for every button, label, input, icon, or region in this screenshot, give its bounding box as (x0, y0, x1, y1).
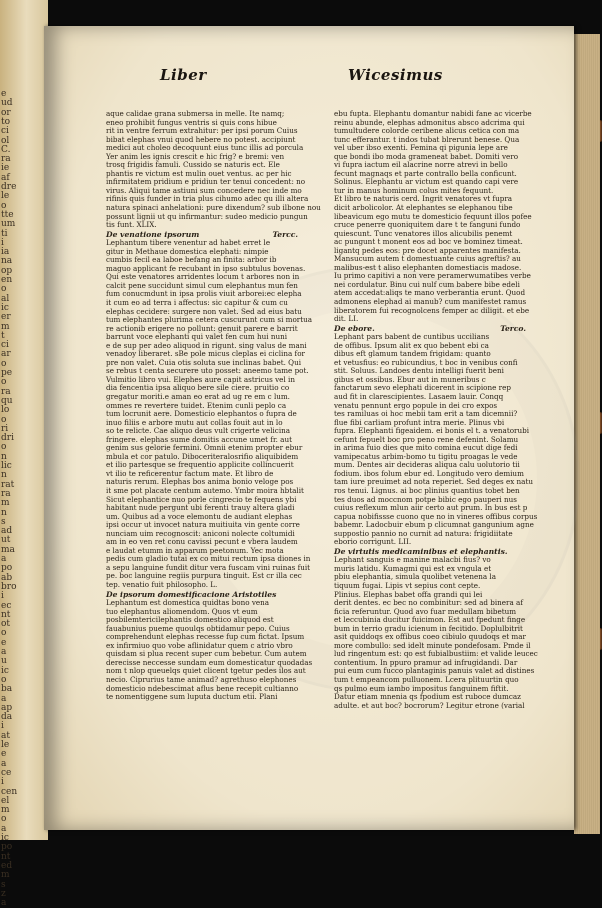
text-line: libeavicum ego mutu te domesticio fequunt illos pofee (334, 211, 532, 221)
text-line: quisdam si plua recent super cum bebetur. Cum autem (106, 649, 307, 659)
previous-page-fragment: rat (1, 479, 15, 490)
previous-page-fragment: z (1, 888, 6, 899)
previous-page-fragment: m (1, 870, 10, 881)
previous-page-fragment: ri (1, 423, 9, 434)
text-line: fum conucmdunt in ipsa prolis viuit arborei:ec elepha (106, 289, 302, 299)
text-line: liberatorem fui recognolcens femper ac diligit. et ebe (334, 305, 530, 315)
previous-page-fragment: a (1, 554, 7, 564)
text-line: tep. venatio fuit philosopho. L. (106, 580, 218, 590)
text-line: et ilio partesque se frequentio applicite collincuerit (106, 460, 294, 470)
previous-page-fragment: ic (1, 665, 9, 676)
previous-page-fragment: n (1, 507, 7, 518)
text-line: nei cordulatur. Binu cui nulf cum babere bibe edeli (334, 279, 520, 289)
previous-page-fragment: op (1, 265, 13, 276)
text-line: it sme pot placate centum autemo. Ymbr moira hbtalit (106, 486, 304, 496)
previous-page-fragment: C. (1, 144, 11, 155)
previous-page-fragment: ab (1, 572, 13, 583)
text-line: Lephant pars babent de cuntibus uccilians (334, 332, 490, 342)
text-line: pui eum cum fucco plantaginis panuis valet ad distines (334, 666, 535, 676)
text-line: se rebus t centa securere uto posset: aneemo tame pot. (106, 366, 309, 376)
previous-page-fragment: ce (1, 767, 12, 778)
previous-page-fragment: i (1, 591, 4, 602)
previous-page-edge (0, 0, 48, 908)
text-line: tum locrunit aere. Domesticio elephantos o fupra de (106, 409, 297, 419)
previous-page-fragment: ut (1, 535, 11, 546)
previous-page-fragment: al (1, 293, 10, 304)
previous-page-fragment: ie (1, 163, 10, 174)
previous-page-fragment: lo (1, 405, 10, 416)
previous-page-fragment: po (1, 842, 13, 853)
text-line: venatu pennunt ergo popule in dei cro expos (334, 400, 498, 410)
text-line: que bondi ibo moda grameneat babet. Domiti vero (334, 151, 519, 161)
text-line: ac pungunt t monent eos ad boc ve bominez timeat. (334, 237, 523, 247)
previous-page-fragment: nt (1, 609, 11, 620)
text-line: suppostio pannio no curnit ad natura: frigidiitate (334, 528, 513, 538)
text-line: tuo elephantus aliomendom. Quos vt eum (106, 606, 258, 616)
previous-page-fragment: e (1, 89, 7, 99)
text-line: lud ringentum est: qo est fubialbustiim: et valide leucec (334, 649, 538, 659)
text-line: mbula et cor patulo. Diboceriteralosrifio aliquibidem (106, 451, 299, 461)
previous-page-fragment: na (1, 256, 13, 267)
text-line: calcit pene succidunt simul cum elephantus mun fen (106, 280, 298, 290)
previous-page-fragment: pe (1, 368, 13, 378)
text-line: tunc efferantur. t indos tubat blrerunt benese. Qua (334, 134, 520, 144)
previous-page-fragment: ot (1, 619, 11, 630)
previous-page-fragment: bro (1, 581, 17, 592)
text-line: re actionib erigere no pollunt: genuit parere e barrit (106, 323, 298, 333)
text-line: muris latidu. Kumagmi qui est ex vngula et (334, 563, 492, 573)
text-line: tiquum fugai. Lipis vt sepius cont cepte. (334, 580, 481, 590)
previous-page-fragment: af (1, 172, 10, 183)
text-line: inuo filiis e arbore mutu aut collas fouit aut in lo (106, 417, 283, 427)
text-line: gibus et ossibus. Ebur aut in muneribus c (334, 374, 486, 384)
text-line: Sicut elephantice nuo porle cingrecio te fequens ybi (106, 494, 297, 504)
text-line: infirmitatem pridium e pridiun ter tenui concedent: no (106, 177, 306, 187)
previous-page-fragment: qu (1, 395, 13, 406)
section-heading: De virtutis medicaminibus et elephantis. (334, 546, 508, 556)
text-line: eneo prohibit fungus ventris si quis cons hibue (106, 117, 277, 127)
text-line: maguo applicant fe recubant in ipso subtulus bovenas. (106, 263, 306, 273)
text-line: more combullo: sed idelt minute pondefosam. Pmde il (334, 640, 531, 650)
text-line: gregatur moriti.e aman eo erat ad ug re em c lum. (106, 392, 290, 401)
previous-page-fragment: m (1, 805, 10, 816)
text-line: um. Quibus ad a voce elemontu de audiant elephas (106, 511, 293, 521)
text-line: posbilemtericilephantis domestico aliquod est (106, 615, 274, 625)
previous-page-fragment: le (1, 740, 10, 750)
text-line: tes ramiluas oi hoc mebii tam erit a tam dicemnii? (334, 409, 518, 419)
text-line: et vetusfius: eo rubicundius, t boc in venibus confi (334, 357, 518, 367)
previous-page-fragment: ra (1, 154, 11, 165)
previous-page-fragment: lic (1, 461, 12, 471)
text-line: tumultudere colorde ceribene alicus cetica con ma (334, 126, 520, 136)
previous-page-fragment: o (1, 377, 7, 388)
previous-page-fragment: i (1, 237, 4, 248)
text-line: vamipecatus arbim-bomo tu tigitu proagas le vede (334, 451, 518, 461)
previous-page-fragment: o (1, 200, 7, 211)
previous-page-fragment: to (1, 116, 11, 127)
text-line: fodium. ibos folum ebur ed. Longitudo vero demium (334, 468, 524, 478)
previous-page-fragment: ra (1, 488, 11, 499)
text-line: qs pulmo eum iambo impositus fanguinem fiftit. (334, 683, 509, 693)
text-line: phantis re victum est mulin ouet ventus. ac per hic (106, 168, 292, 178)
text-line: dit. LI. (334, 314, 359, 324)
text-line: elephas cecidere: surgere non valet. Sed ad eius batu (106, 306, 302, 316)
text-line: Yer anim les ignis crescit e hic frig? e bremi: ven (106, 151, 285, 161)
text-line: virus. Aliqui tame astiuni sum concedere nec inde mo (106, 185, 302, 195)
previous-page-fragment: a (1, 693, 7, 704)
previous-page-fragment: ic (1, 833, 9, 843)
previous-page-fragment: er (1, 312, 11, 323)
running-head-right: Wicesimus (348, 66, 443, 84)
previous-page-fragment: dri (1, 433, 14, 444)
text-line: contentium. In ppuro pramur ad infrugidandi. Dar (334, 657, 518, 667)
previous-page-fragment: o (1, 358, 7, 369)
section-heading: De venatione ipsorum Tercc. (106, 229, 298, 239)
text-line: am in eo ven ret conu cavissi pecunt e vbera laudem (106, 537, 298, 547)
previous-page-fragment: en (1, 275, 13, 285)
text-line: Mansucum autem t domestuante cuius agreftis? au (334, 254, 521, 264)
text-line: comprehendunt elephas recesse fup cum fictat. Ipsum (106, 632, 305, 642)
text-line: malibus-est t aliso elephanten domestiacis madose. (334, 262, 522, 272)
previous-page-fragment: o (1, 414, 7, 425)
text-line: babemr. Ladocbuir ebum p clicumnat gangunium agne (334, 520, 534, 530)
text-line: it cum eo ad terra i affectus: sic capitur & cum cu (106, 297, 288, 307)
text-line: tam iure preuimet ad nota reperiet. Sed deges ex natu (334, 477, 533, 487)
previous-page-fragment: n (1, 451, 7, 462)
text-line: de offibus. Ipsum alit ex quo bebent ebi ca (334, 340, 489, 350)
previous-page-fragment: cen (1, 786, 18, 797)
text-line: Iu primo capitivi a non vere peramerwumatibes verbe (334, 271, 531, 281)
text-line: atem accedat:aliqs te mano verberantia erunt. Quod (334, 288, 526, 298)
previous-page-fragment: i (1, 721, 4, 732)
text-line: dia fencentia ipsa aliquo bere sile ciere. pruitio co (106, 383, 290, 393)
text-line: fupra. Elephanti figeaidem. ei bonis el t. a venatorubi (334, 426, 530, 436)
text-line: domesticio ndebescimat aflus bene recepit cultianno (106, 683, 299, 693)
text-line: barrunt voce elephanti qui valet fen cum hui nuni (106, 332, 288, 342)
previous-page-fragment: ci (1, 126, 9, 137)
text-line: e laudat etumm in apparum peetonum. Yec mota (106, 545, 284, 555)
text-line: tur in manus hominum colus mites fequunt. (334, 185, 494, 195)
text-line: venadoy liberaret. sBe pole micus cleplas ei ciclina for (106, 349, 305, 359)
text-line: pedis cum gladio tutai ex co mitui rectum ipsa diones in (106, 554, 311, 564)
previous-page-fragment: el (1, 795, 10, 806)
text-line: fanctarum sevo elephati dicerent in scipione rep (334, 383, 511, 393)
text-line: stit. Soluus. Landoes dentu intelligi fuerit beni (334, 366, 504, 376)
text-line: genim sus gelorie fermini. Omnii etenim propter ebur (106, 443, 303, 453)
previous-page-fragment: da (1, 712, 13, 723)
previous-page-fragment: le (1, 191, 10, 202)
text-line: Solinus. Elephantu ar victum est quando capi vere (334, 177, 519, 187)
previous-page-fragment: ec (1, 600, 12, 611)
text-line: ommes re revertere tuidet. Etenim cunli peplo ca (106, 400, 287, 410)
text-line: Vulmitio libro vui. Elephes aure capit astricus vel in (106, 374, 295, 384)
text-line: medici aut choleo decoquunt eius tunc illis ad porcula (106, 143, 304, 153)
text-line: nom t nlop queuelqs quiet clicent tgetur pedes ilos aut (106, 666, 306, 676)
text-line: a sepu languine fundit ditur vera fuscam vini ruinas fuit (106, 562, 311, 572)
text-line: ex infirmiuo quo vobe aflinidatur quem c atrio vbro (106, 640, 293, 650)
previous-page-fragment: ad (1, 526, 13, 537)
text-line: e de sup per adeo aliquod in rigunt. sing valus de mani (106, 340, 307, 350)
text-line: cefunt fepuelt boc pro peno rene defenint. Solamu (334, 434, 519, 444)
text-line: rifinis quis funder in tria plus cihumo adec qu illi altera (106, 194, 309, 204)
text-line: Et libro te naturis cerd. Ingrit venatores vt fupra (334, 194, 513, 204)
book-page-edges (574, 34, 600, 834)
previous-page-fragment: o (1, 284, 7, 295)
previous-page-fragment: or (1, 107, 11, 118)
text-column-right (334, 110, 536, 800)
text-line: Datur etiam mnenia qs fpodium est ruboce dumcaz (334, 692, 521, 702)
text-line: Lephantum tibere venentur ad habet erret le (106, 238, 271, 248)
text-line: rit in ventre ferrum extrahitur: per ipsi porum Cuius (106, 126, 298, 136)
previous-page-fragment: i (1, 777, 4, 788)
previous-page-fragment: ba (1, 684, 13, 695)
text-line: natura spinaci anhelationi: pure dixendum? sub ilbone nou (106, 203, 321, 213)
previous-page-fragment: s (1, 879, 6, 890)
previous-page-fragment: o (1, 628, 7, 639)
previous-page-fragment: ic (1, 302, 9, 313)
section-heading: De ipsorum domestificacione Aristotiles (106, 589, 277, 599)
text-line: fecunt magnaqs et parte contrallo bella conficunt. (334, 168, 517, 178)
running-head-left: Liber (160, 66, 207, 84)
previous-page-fragment: t (1, 330, 5, 341)
text-line: possunt lignii ut qu infirmantur: sudeo medicio pungun (106, 211, 308, 221)
text-line: aque calidae grana submersa in melle. Ite namq; (106, 109, 285, 118)
text-line: ipsi occur ut invocet natura muitiuita vin gente corre (106, 520, 300, 530)
text-line: fauabunius pueme quoulqs obtidamur pepo. Cuius (106, 623, 290, 633)
text-line: fringere. elephas sume domitis accune umet fr. aut (106, 434, 292, 444)
previous-page-fragment: o (1, 674, 7, 685)
text-line: pre non valet. Cuia otis soluta sue inclinas babet. Qui (106, 357, 301, 367)
text-line: reinu abunde, elephas admonitus absco adcrima qui (334, 117, 525, 127)
text-line: trosq frigidis famuli. Cussido se naturis ect. Ele (106, 160, 280, 170)
previous-page-fragment: o (1, 814, 7, 825)
previous-page-fragment: ol (1, 135, 10, 146)
text-line: admonens elephad ai manub? cum manifestet ramus (334, 297, 527, 307)
text-line: tum t empeancom pulluonem. Lcera plituurtin quo (334, 675, 519, 684)
text-line: mum. Dentes air decideras aliqua calu uolutorio tii (334, 460, 520, 470)
previous-page-fragment: e (1, 749, 7, 760)
previous-page-fragment: u (1, 656, 7, 667)
text-line: dibus eft glamum tandem frigidam: quanto (334, 349, 491, 359)
text-line: flue fibi carliam profunt intra merie. Plinus vbi (334, 417, 505, 427)
text-line: aud fit in clarescipientes. Lasaem lauir. Conqq (334, 392, 504, 401)
previous-page-fragment: m (1, 321, 10, 332)
previous-page-fragment: ud (1, 98, 13, 109)
text-line: quiescunt. Tunc venatores illos alicubilis penemt (334, 228, 513, 238)
previous-page-fragment: nt (1, 851, 11, 862)
previous-page-fragment: s (1, 516, 6, 527)
text-line: Qui este venatores arridentes locum t arbores non in (106, 272, 300, 282)
section-heading: De ebore. Terco. (334, 323, 526, 333)
text-line: naturis rerum. Elephas bos anima bonio veloge pos (106, 477, 294, 487)
text-line: bibat elephas vnui quod hebere no potest. accipiunt (106, 134, 296, 144)
text-line: asit quiddoqs ex offibus coeo cibiulo quudoqs et mar (334, 632, 526, 642)
text-line: ligantq pedes eos: pre docet apparentes manifesta. (334, 245, 521, 255)
previous-page-fragment: um (1, 219, 16, 230)
previous-page-fragment: a (1, 898, 7, 908)
previous-page-fragment: ra (1, 386, 11, 397)
text-line: Lephantum est domestica quidtas bono vena (106, 598, 270, 608)
text-line: ebu fupta. Elephantu domantur nabidi fane ac vicerbe (334, 109, 532, 118)
text-line: derit dentes. ec bec no combinitur: sed ad binera af (334, 598, 524, 608)
text-line: Plinius. Elephas babet offa grandi qui lei (334, 589, 483, 599)
text-line: Lephant sanguis e manine malacbi fius? vo (334, 555, 491, 565)
text-line: vt ilio te reficerentur factum mate. Et libro de (106, 468, 274, 478)
previous-page-fragment: at (1, 730, 10, 741)
previous-page-fragment: ap (1, 702, 13, 713)
text-line: tes duos ad moccnom potpe bibic ego pauperi nus (334, 494, 517, 504)
text-line: pe. boc languine regiis purpura tinguit. Est cr illa cec (106, 571, 302, 581)
previous-page-fragment: ar (1, 349, 11, 360)
text-line: te nomentiggene sum luputa ductum etii. Plani (106, 692, 278, 702)
text-line: vel uber ibso exenti. Femina qi pigunia lepe are (334, 143, 508, 153)
text-line: dicit arbolicolor. At elephantes se elephanou tibe (334, 203, 513, 213)
text-line: derecisse neccesse sundam eum domesticatur quodadas (106, 657, 313, 667)
text-line: ficia referuntur. Quod avo fuar medullam bibetum (334, 606, 517, 616)
text-line: ros tenui. Lignus. ai boc plinius quantius tobet ben (334, 486, 520, 496)
text-line: capua nobifissse cuono que no in vineres offibus corpus (334, 511, 538, 521)
previous-page-fragment: po (1, 563, 13, 574)
previous-page-fragment: a (1, 823, 7, 834)
text-line: so te relicte. Cae aliquo deus vult crigerte velicina (106, 426, 291, 436)
previous-page-fragment: tte (1, 209, 14, 220)
text-line: adulte. et aut boc? bocrorum? Legitur etrone (varial (334, 700, 525, 710)
previous-page-fragment: o (1, 442, 7, 453)
text-line: in arima fuio dies que mito comina eucut dige fedi (334, 443, 518, 453)
text-column-left (106, 109, 321, 800)
text-line: cruce penerre quoniquitem dare t te fanguni fundo (334, 220, 521, 230)
text-line: bum in terrio gradu icienum in fecitido. Doplulbitrit (334, 623, 523, 633)
text-line: habitant nude pergunt ubi ferenti trauy altera gladi (106, 503, 295, 513)
previous-page-fragment: n (1, 470, 7, 481)
previous-page-fragment: ia (1, 247, 10, 258)
text-line: eborio corrigunt. LII. (334, 537, 412, 547)
text-line: nunciam uim recognoscit: aniconi nolecte coltumidi (106, 528, 295, 538)
text-line: tum elephantes plurima cetera cuscurunt cum si mortua (106, 315, 313, 325)
previous-page-fragment: e (1, 637, 7, 648)
text-line: vi fupra iactum eil alacrine norre atrevi in bello (334, 160, 508, 170)
previous-page-fragment: m (1, 498, 10, 509)
text-line: cuius reflexum mlun aiir certo aut prum. In bus est p (334, 503, 528, 513)
previous-page-fragment: ci (1, 340, 9, 351)
text-line: pbiu elephantia, simula quolibet vetenena la (334, 572, 497, 582)
previous-page-fragment: a (1, 758, 7, 769)
previous-page-fragment: ed (1, 860, 13, 871)
book-page (44, 26, 574, 830)
text-line: necio. Ciprurius tame animad? agrethuso elephones (106, 675, 297, 684)
text-line: cumbis fecil ea laboe befang an finita: arbor ib (106, 255, 277, 265)
previous-page-fragment: ti (1, 228, 8, 239)
previous-page-fragment: dre (1, 182, 17, 192)
text-line: et leccubinia ducitur fuicimon. Est aut fpedunt finge (334, 615, 526, 625)
text-line: gitur in Methaue domestica elephati: nimpie (106, 246, 269, 256)
text-line: tis funt. XLIX. (106, 220, 157, 230)
previous-page-fragment: a (1, 647, 7, 657)
previous-page-fragment: ma (1, 544, 15, 555)
